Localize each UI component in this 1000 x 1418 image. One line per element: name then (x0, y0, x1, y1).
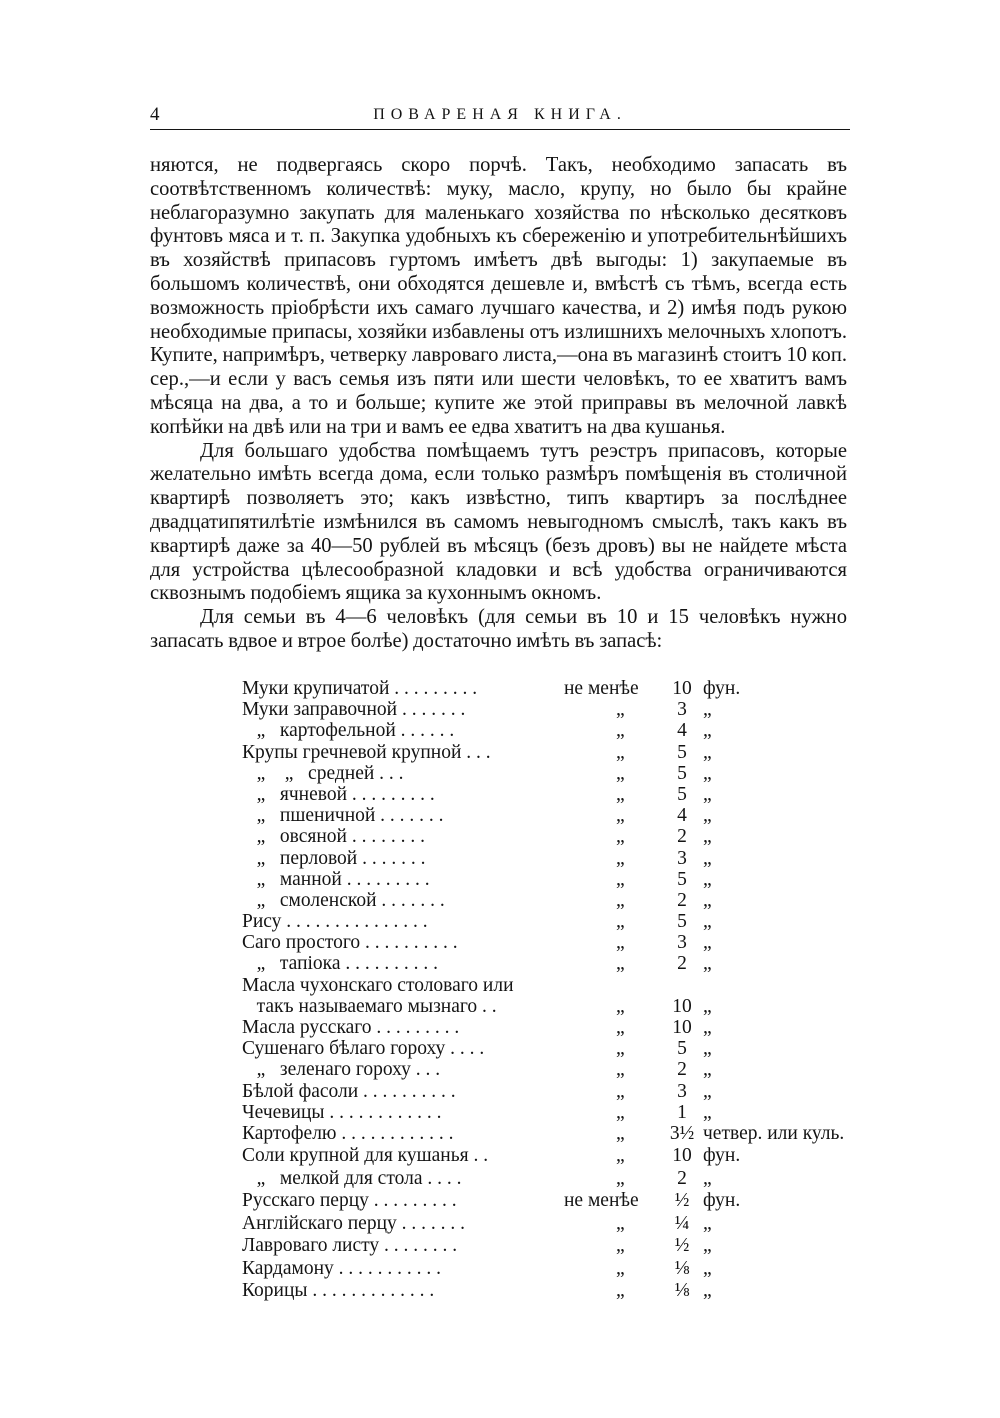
running-title: ПОВАРЕНАЯ КНИГА. (373, 106, 627, 123)
quantity-unit: „ (703, 995, 712, 1017)
provision-name: Картофелю . . . . . . . . . . . . (242, 1122, 454, 1144)
ditto-mark: „ (616, 720, 625, 742)
quantity-value: 4 (677, 805, 687, 827)
page-header (150, 103, 850, 130)
quantity-value: 2 (677, 889, 687, 911)
provision-name: Кардамону . . . . . . . . . . . (242, 1257, 441, 1279)
provision-name: Сушенаго бѣлаго гороху . . . . (242, 1038, 485, 1060)
quantity-value: 5 (677, 868, 687, 890)
ditto-mark: „ (616, 1145, 625, 1167)
quantity-unit: „ (703, 1212, 712, 1234)
quantity-value: 2 (677, 1059, 687, 1081)
quantity-value: 2 (677, 1167, 687, 1189)
ditto-mark: „ (616, 805, 625, 827)
quantity-unit: фун. (703, 678, 741, 699)
quantity-unit: „ (703, 889, 712, 911)
ditto-mark: „ (616, 783, 625, 805)
list-item (242, 1258, 862, 1281)
quantity-value: ½ (674, 1235, 690, 1257)
ditto-mark: „ (616, 1017, 625, 1038)
provision-name: „ овсяной . . . . . . . . (242, 826, 425, 848)
body-text (150, 154, 847, 654)
ditto-mark: „ (616, 1038, 625, 1060)
quantity-value: ¼ (674, 1212, 690, 1234)
quantity-value: 3 (677, 847, 687, 869)
list-item (242, 1038, 862, 1059)
list-item (242, 953, 862, 974)
quantity-value: 2 (677, 953, 687, 975)
ditto-mark: „ (616, 699, 625, 721)
quantity-value: 10 (672, 995, 692, 1017)
provision-name: Лавроваго листу . . . . . . . . (242, 1235, 458, 1257)
list-item (242, 1190, 862, 1213)
quantity-unit: „ (703, 953, 712, 975)
list-item (242, 1235, 862, 1258)
list-item (242, 805, 862, 826)
provision-name: „ манной . . . . . . . . . (242, 868, 430, 890)
page-number: 4 (150, 104, 160, 125)
paragraph: Для семьи въ 4—6 человѣкъ (для семьи въ 10 и 15 человѣкъ нужно запасать вдвое и втрое болѣе) достаточно имѣть въ запасѣ: (150, 606, 847, 652)
ditto-mark: „ (616, 911, 625, 933)
provision-name: Корицы . . . . . . . . . . . . . (242, 1280, 435, 1302)
ditto-mark: „ (616, 1212, 625, 1234)
list-item (242, 720, 862, 741)
ditto-mark: „ (616, 995, 625, 1017)
quantity-unit: „ (703, 1257, 712, 1279)
provision-name: такъ называемаго мызнаго . . (242, 995, 497, 1017)
quantity-unit: „ (703, 762, 712, 784)
provision-name: Русскаго перцу . . . . . . . . . (242, 1190, 457, 1212)
quantity-unit: „ (703, 1235, 712, 1257)
quantity-unit: „ (703, 1280, 712, 1302)
provision-name: „ смоленской . . . . . . . (242, 889, 445, 911)
ditto-mark: „ (616, 1101, 625, 1123)
ditto-mark: „ (616, 889, 625, 911)
quantity-unit: „ (703, 826, 712, 848)
quantity-unit: „ (703, 1167, 712, 1189)
ditto-mark: „ (616, 847, 625, 869)
list-item (242, 1017, 862, 1038)
quantity-unit: четвер. или куль. (703, 1122, 845, 1144)
provision-name: „ тапіока . . . . . . . . . . (242, 953, 438, 975)
provision-name: Англійскаго перцу . . . . . . . (242, 1212, 466, 1234)
quantity-unit: фун. (703, 1145, 741, 1167)
quantity-value: 10 (672, 1145, 692, 1167)
quantity-value: 2 (677, 826, 687, 848)
ditto-mark: „ (616, 1257, 625, 1279)
quantity-value: 5 (677, 1038, 687, 1060)
provisions-list (242, 678, 862, 1303)
quantity-unit: „ (703, 1080, 712, 1102)
quantity-unit: „ (703, 932, 712, 954)
quantity-unit: „ (703, 783, 712, 805)
quantity-value: 3 (677, 699, 687, 721)
provision-name: „ зеленаго гороху . . . (242, 1059, 441, 1081)
ditto-mark: „ (616, 1122, 625, 1144)
quantity-unit: „ (703, 1038, 712, 1060)
ditto-mark: „ (616, 932, 625, 954)
list-item (242, 742, 862, 763)
ditto-mark: „ (616, 868, 625, 890)
provision-name: Муки крупичатой . . . . . . . . . (242, 678, 478, 699)
quantity-value: 10 (672, 1017, 692, 1038)
quantity-unit: „ (703, 1101, 712, 1123)
quantity-value: 5 (677, 911, 687, 933)
list-item (242, 996, 862, 1017)
ditto-mark: „ (616, 762, 625, 784)
list-item (242, 869, 862, 890)
list-item (242, 1280, 862, 1303)
quantity-prefix: не менѣе (564, 1190, 639, 1212)
list-item (242, 911, 862, 932)
list-item (242, 1168, 862, 1191)
list-item (242, 1081, 862, 1102)
list-item (242, 699, 862, 720)
list-item (242, 826, 862, 847)
provision-name: „ ячневой . . . . . . . . . (242, 783, 435, 805)
ditto-mark: „ (616, 1235, 625, 1257)
quantity-value: ⅛ (674, 1257, 690, 1279)
ditto-mark: „ (616, 1280, 625, 1302)
quantity-unit: „ (703, 720, 712, 742)
provision-name: „ мелкой для стола . . . . (242, 1167, 462, 1189)
quantity-value: ⅛ (674, 1280, 690, 1302)
quantity-unit: „ (703, 1017, 712, 1038)
list-item (242, 975, 862, 996)
list-item (242, 784, 862, 805)
quantity-unit: „ (703, 699, 712, 721)
list-item (242, 932, 862, 953)
provision-name: Масла чухонскаго столоваго или (242, 974, 514, 996)
paragraph: няются, не подвергаясь скоро порчѣ. Такъ, необходимо запасать въ соотвѣтственномъ количествѣ: муку, масло, крупу, но было бы крайне неблагоразумно закупать для маленькаго хозяйства по нѣсколько десятковъ фунтовъ мяса и т. п. Закупка удобныхъ къ сбереженію и употребительнѣйшихъ въ хозяйствѣ припасовъ гуртомъ имѣетъ двѣ выгоды: 1) закупаемые въ большомъ количествѣ, они обходятся дешевле и, вмѣстѣ съ тѣмъ, всегда есть возможность пріобрѣсти ихъ самаго лучшаго качества, и 2) имѣя подъ рукою необходимые припасы, хозяйки избавлены отъ излишнихъ мелочныхъ хлопотъ. Купите, напримѣръ, четверку лавроваго листа,—она въ магазинѣ стоитъ 10 коп. сер.,—и если у васъ семья изъ пяти или шести человѣкъ, то ее хватитъ вамъ мѣсяца на два, а то и больше; купите же этой приправы въ мелочной лавкѣ копѣйки на двѣ или на три и вамъ ее едва хватитъ на два кушанья. (150, 154, 848, 438)
ditto-mark: „ (616, 1167, 625, 1189)
list-item (242, 1123, 862, 1146)
quantity-unit: „ (703, 805, 712, 827)
quantity-value: 5 (677, 762, 687, 784)
provision-name: „ картофельной . . . . . . (242, 720, 455, 742)
quantity-unit: фун. (703, 1190, 741, 1212)
quantity-unit: „ (703, 1059, 712, 1081)
list-item (242, 1102, 862, 1123)
quantity-value: ½ (674, 1190, 690, 1212)
quantity-value: 1 (677, 1101, 687, 1123)
provision-name: Масла русскаго . . . . . . . . . (242, 1017, 460, 1038)
provision-name: „ „ средней . . . (242, 762, 404, 784)
list-item (242, 848, 862, 869)
ditto-mark: „ (616, 826, 625, 848)
quantity-prefix: не менѣе (564, 678, 639, 699)
provision-name: Бѣлой фасоли . . . . . . . . . . (242, 1080, 456, 1102)
ditto-mark: „ (616, 1080, 625, 1102)
list-item (242, 678, 862, 699)
provision-name: Крупы гречневой крупной . . . (242, 741, 491, 763)
list-item (242, 1145, 862, 1168)
quantity-unit: „ (703, 868, 712, 890)
paragraph: Для большаго удобства помѣщаемъ тутъ реэстръ припасовъ, которые желательно имѣть всегда дома, если только размѣръ помѣщенія въ столичной квартирѣ позволяетъ это; какъ извѣстно, типъ квартиръ за послѣднее двадцатипятилѣтіе измѣнился въ самомъ невыгодномъ смыслѣ, такъ какъ въ квартирѣ даже за 40—50 рублей въ мѣсяцъ (безъ дровъ) вы не найдете мѣста для устройства цѣлесообразной кладовки и всѣ удобства ограничиваются сквознымъ подобіемъ ящика за кухоннымъ окномъ. (150, 439, 847, 605)
quantity-unit: „ (703, 911, 712, 933)
quantity-value: 5 (677, 741, 687, 763)
quantity-value: 3 (677, 1080, 687, 1102)
provision-name: Муки заправочной . . . . . . . (242, 699, 466, 721)
list-item (242, 890, 862, 911)
quantity-value: 4 (677, 720, 687, 742)
ditto-mark: „ (616, 1059, 625, 1081)
provision-name: Чечевицы . . . . . . . . . . . . (242, 1101, 442, 1123)
ditto-mark: „ (616, 741, 625, 763)
list-item (242, 1213, 862, 1236)
quantity-unit: „ (703, 741, 712, 763)
quantity-unit: „ (703, 847, 712, 869)
quantity-value: 3½ (669, 1122, 695, 1144)
provision-name: Соли крупной для кушанья . . (242, 1145, 489, 1167)
quantity-value: 3 (677, 932, 687, 954)
provision-name: Саго простого . . . . . . . . . . (242, 932, 458, 954)
quantity-value: 5 (677, 783, 687, 805)
provision-name: „ пшеничной . . . . . . . (242, 805, 444, 827)
list-item (242, 763, 862, 784)
ditto-mark: „ (616, 953, 625, 975)
provision-name: „ перловой . . . . . . . (242, 847, 426, 869)
list-item (242, 1059, 862, 1080)
quantity-value: 10 (672, 678, 692, 699)
provision-name: Рису . . . . . . . . . . . . . . . (242, 911, 428, 933)
